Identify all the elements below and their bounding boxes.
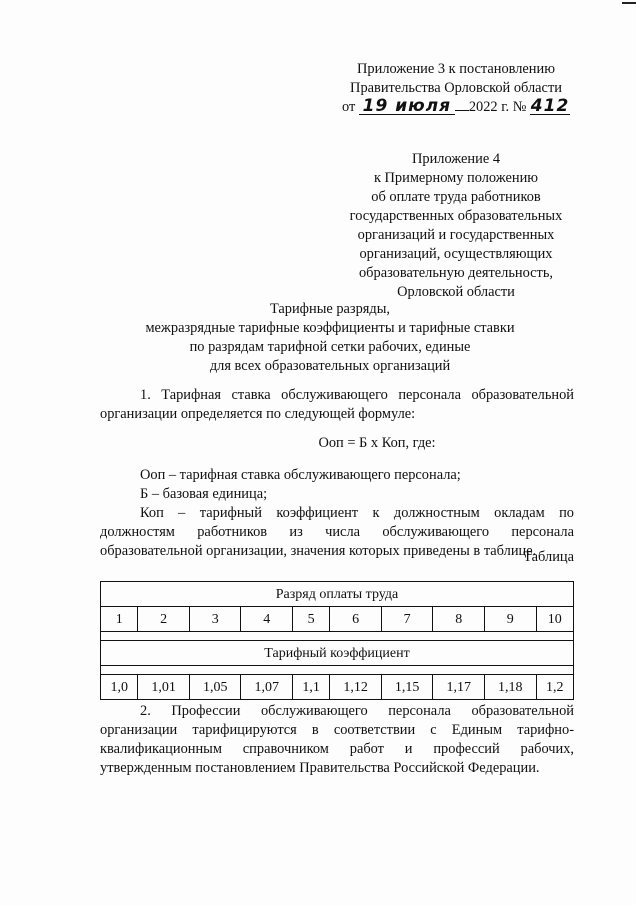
annex4-line: об оплате труда работников [371,189,541,205]
coefficient-cell: 1,15 [381,675,433,700]
title-line: по разрядам тарифной сетки рабочих, единые [189,339,471,355]
title-line: межразрядные тарифные коэффициенты и тарифные ставки [145,320,515,336]
coefficient-row [101,675,574,700]
annex4-line: государственных образовательных [349,208,563,224]
date-prefix: от [341,99,356,115]
definitions [100,466,574,561]
grade-cell: 1 [101,607,138,632]
annex4-line: Приложение 4 [411,151,501,167]
coefficient-cell: 1,07 [241,675,293,700]
table-caption: Таблица [523,549,574,565]
table-gap-row [101,632,574,641]
coefficient-cell: 1,2 [536,675,574,700]
title-line: для всех образовательных организаций [209,358,451,374]
grade-cell: 10 [536,607,574,632]
annex4-line: организаций, осуществляющих [359,246,553,262]
coefficient-cell: 1,12 [330,675,382,700]
coefficient-cell: 1,18 [484,675,536,700]
annex4-line: к Примерному положению [373,170,539,186]
table-gap-cell [101,666,574,675]
annex4-line: организаций и государственных [357,227,555,243]
definition-kop: Коп – тарифный коэффициент к должностным окладам по должностям работников из числа обслуживающего персонала образовательной организации, значения которых приведены в таблице. [100,505,574,559]
handwritten-date: 19 июля [359,98,455,115]
date-underline [455,110,469,111]
coefficient-cell: 1,17 [433,675,485,700]
annex4-header [328,150,584,302]
scan-edge-mark [622,2,636,4]
paragraph-2: 2. Профессии обслуживающего персонала образовательной организации тарифицируются в соответствии с Единым тарифно-квалификационным справочником работ и профессий рабочих, утвержденным постановлением Правительства Российской Федерации. [100,703,574,776]
grade-cell: 6 [330,607,382,632]
coefficient-cell: 1,1 [292,675,329,700]
annex3-line2: Правительства Орловской области [350,80,562,96]
grade-cell: 2 [138,607,190,632]
annex3-header [328,60,584,117]
definition-oop: Ооп – тарифная ставка обслуживающего персонала; [140,467,461,483]
document-title [100,300,560,376]
coefficient-cell: 1,0 [101,675,138,700]
handwritten-number: 412 [530,96,570,116]
formula: Ооп = Б х Коп, где: [318,435,436,451]
table-gap-cell [101,632,574,641]
paragraph-1: 1. Тарифная ставка обслуживающего персонала образовательной организации определяется по следующей формуле: [100,387,574,422]
decree-year: 2022 г. № [468,99,527,115]
tariff-table [100,581,574,700]
definition-b: Б – базовая единица; [140,486,268,502]
table-gap-row [101,666,574,675]
coefficient-cell: 1,05 [189,675,241,700]
grade-cell: 7 [381,607,433,632]
grade-cell: 9 [484,607,536,632]
grade-cell: 3 [189,607,241,632]
grade-row [101,607,574,632]
grade-cell: 5 [292,607,329,632]
coefficient-header: Тарифный коэффициент [101,641,574,666]
annex3-line1: Приложение 3 к постановлению [357,61,555,77]
grade-cell: 8 [433,607,485,632]
grade-cell: 4 [241,607,293,632]
title-line: Тарифные разряды, [269,301,391,317]
coefficient-cell: 1,01 [138,675,190,700]
grade-header: Разряд оплаты труда [101,582,574,607]
annex4-line: образовательную деятельность, [358,265,554,281]
decree-date-line [328,98,584,117]
annex4-line: Орловской области [397,284,515,300]
